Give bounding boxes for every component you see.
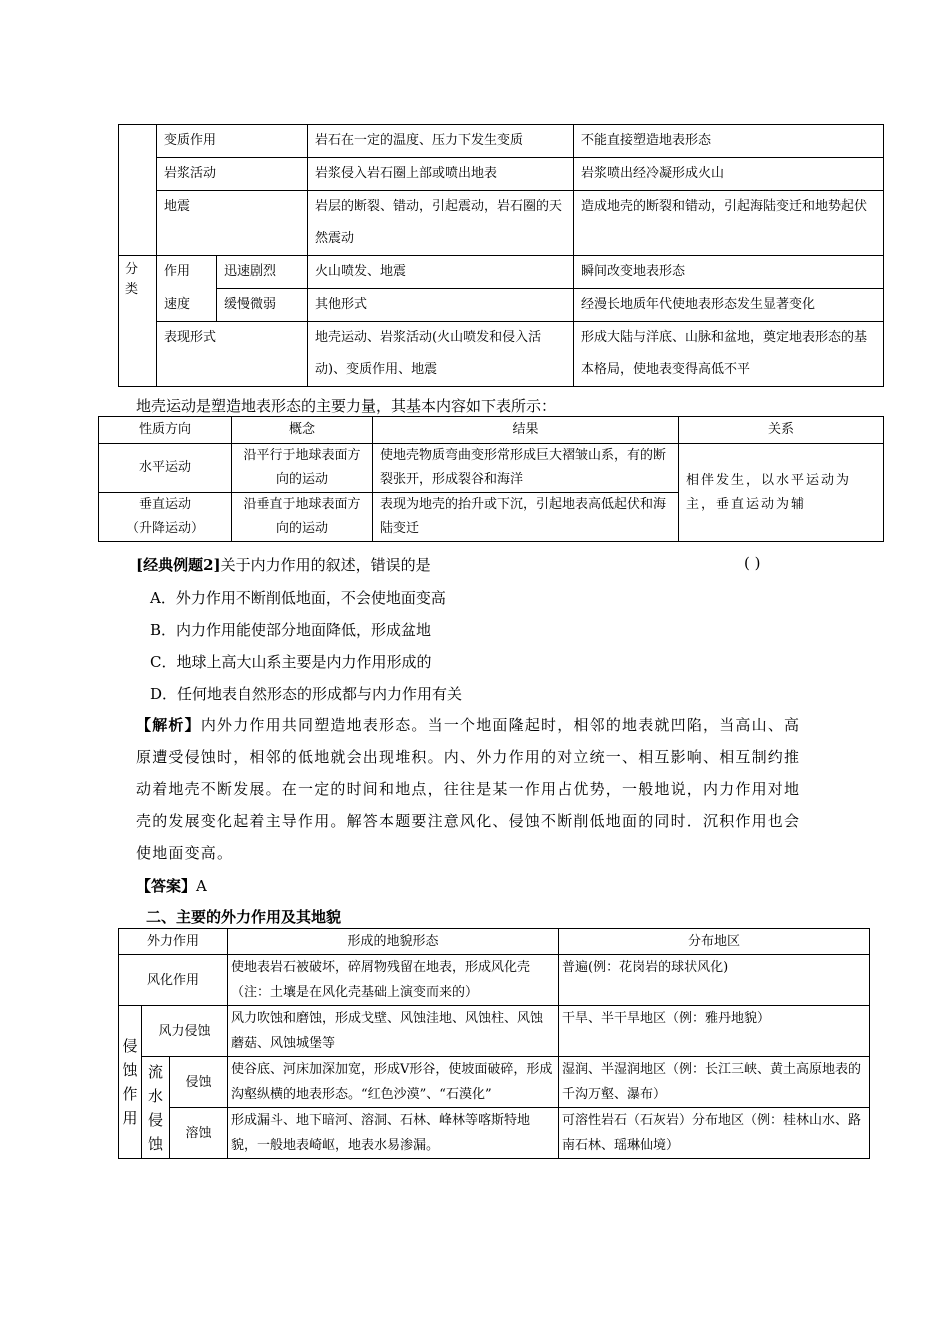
- intro-line: 地壳运动是塑造地表形态的主要力量，其基本内容如下表所示：: [136, 397, 557, 415]
- table-cell: 风化作用: [119, 955, 228, 1006]
- table-row: [119, 289, 884, 322]
- table-cell: 地壳运动、岩浆活动(火山喷发和侵入活动)、变质作用、地震: [308, 322, 574, 387]
- answer-label: 【答案】: [136, 877, 197, 895]
- table-row: [99, 444, 884, 493]
- table-cell: 形成大陆与洋底、山脉和盆地，奠定地表形态的基本格局，使地表变得高低不平: [574, 322, 884, 387]
- table-cell: 干旱、半干旱地区（例：雅丹地貌）: [559, 1006, 870, 1057]
- table-header-row: [99, 417, 884, 444]
- table-cell: 形成漏斗、地下暗河、溶洞、石林、峰林等喀斯特地貌，一般地表崎岖，地表水易渗漏。: [228, 1108, 559, 1159]
- table-row: [119, 322, 884, 387]
- table-cell: 风力侵蚀: [142, 1006, 228, 1057]
- table-cell: 表现为地壳的抬升或下沉，引起地表高低起伏和海陆变迁: [373, 493, 679, 542]
- table-row: [119, 191, 884, 256]
- column-header: 外力作用: [119, 929, 228, 955]
- answer-line: [136, 875, 207, 896]
- table-header-row: [119, 929, 870, 955]
- table-cell: 溶蚀: [170, 1108, 228, 1159]
- table-cell: 表现形式: [157, 322, 308, 387]
- question-stem: [136, 554, 431, 575]
- erosion-label: 侵蚀作用: [119, 1006, 142, 1159]
- table-row: [119, 256, 884, 289]
- table-row: [119, 158, 884, 191]
- table-cell: 使谷底、河床加深加宽，形成V形谷，使坡面破碎，形成沟壑纵横的地表形态。“红色沙漠”、“石漠化”: [228, 1057, 559, 1108]
- table-cell: 造成地壳的断裂和错动，引起海陆变迁和地势起伏: [574, 191, 884, 256]
- vertical-name: 垂直运动: [138, 497, 191, 512]
- exogenic-forms-table: [118, 928, 870, 1159]
- table-row: [119, 955, 870, 1006]
- analysis-label: 【解析】: [136, 716, 201, 734]
- table-cell: 不能直接塑造地表形态: [574, 125, 884, 158]
- table-cell: 迅速剧烈: [217, 256, 308, 289]
- table-cell: 火山喷发、地震: [308, 256, 574, 289]
- table-cell: 瞬间改变地表形态: [574, 256, 884, 289]
- question-tag: [经典例题2]: [136, 556, 221, 574]
- table-cell: 岩浆喷出经冷凝形成火山: [574, 158, 884, 191]
- table-cell: 使地壳物质弯曲变形常形成巨大褶皱山系，有的断裂张开，形成裂谷和海洋: [373, 444, 679, 493]
- column-header: 概念: [232, 417, 373, 444]
- table-cell: 沿平行于地球表面方向的运动: [232, 444, 373, 493]
- table-row: [119, 1108, 870, 1159]
- water-erosion-label: 流水侵蚀: [142, 1057, 170, 1159]
- table-cell: 岩浆侵入岩石圈上部或喷出地表: [308, 158, 574, 191]
- column-header: 结果: [373, 417, 679, 444]
- answer-bracket: ( ): [744, 554, 761, 572]
- table-cell: 风力吹蚀和磨蚀，形成戈壁、风蚀洼地、风蚀柱、风蚀蘑菇、风蚀城堡等: [228, 1006, 559, 1057]
- table-cell: 岩石在一定的温度、压力下发生变质: [308, 125, 574, 158]
- table-cell: 变质作用: [157, 125, 308, 158]
- column-header: 性质方向: [99, 417, 232, 444]
- column-header: 形成的地貌形态: [228, 929, 559, 955]
- option-c: C．地球上高大山系主要是内力作用形成的: [150, 653, 432, 671]
- table-cell: 岩层的断裂、错动，引起震动，岩石圈的天然震动: [308, 191, 574, 256]
- table-row: [119, 1057, 870, 1108]
- table-cell: [99, 493, 232, 542]
- column-header: 分布地区: [559, 929, 870, 955]
- analysis-paragraph: [136, 709, 816, 869]
- table-cell: 侵蚀: [170, 1057, 228, 1108]
- question-text: 关于内力作用的叙述，错误的是: [220, 556, 431, 574]
- table-row: [119, 125, 884, 158]
- table-cell: 使地表岩石被破坏，碎屑物残留在地表，形成风化壳（注：土壤是在风化壳基础上演变而来的）: [228, 955, 559, 1006]
- category-label: 分类: [119, 256, 157, 387]
- table-cell: 缓慢微弱: [217, 289, 308, 322]
- answer-value: A: [196, 877, 207, 895]
- table-cell: 岩浆活动: [157, 158, 308, 191]
- table-cell: 可溶性岩石（石灰岩）分布地区（例：桂林山水、路南石林、瑶琳仙境）: [559, 1108, 870, 1159]
- table-cell: 其他形式: [308, 289, 574, 322]
- table-cell: 水平运动: [99, 444, 232, 493]
- analysis-text: 内外力作用共同塑造地表形态。当一个地面隆起时，相邻的地表就凹陷，当高山、高原遭受侵蚀时，相邻的低地就会出现堆积。内、外力作用的对立统一、相互影响、相互制约推动着地壳不断发展。在一定的时间和地点，往往是某一作用占优势，一般地说，内力作用对地壳的发展变化起着主导作用。解答本题要注意风化、侵蚀不断削低地面的同时．沉积作用也会使地面变高。: [136, 716, 801, 862]
- table-cell: 沿垂直于地球表面方向的运动: [232, 493, 373, 542]
- table-row: [119, 1006, 870, 1057]
- option-a: A．外力作用不断削低地面，不会使地面变高: [150, 589, 446, 607]
- speed-label-bottom: 速度: [157, 289, 217, 322]
- relation-cell: 相伴发生，以水平运动为主，垂直运动为辅: [679, 444, 884, 542]
- column-header: 关系: [679, 417, 884, 444]
- table-cell: 经漫长地质年代使地表形态发生显著变化: [574, 289, 884, 322]
- section-title: 二、主要的外力作用及其地貌: [146, 908, 342, 926]
- option-d: D．任何地表自然形态的形成都与内力作用有关: [150, 685, 463, 703]
- endogenic-forms-table: [118, 124, 884, 387]
- vertical-sub: （升降运动）: [125, 521, 204, 536]
- table-cell: 地震: [157, 191, 308, 256]
- table-cell: 普遍(例：花岗岩的球状风化): [559, 955, 870, 1006]
- table-cell: 湿润、半湿润地区（例：长江三峡、黄土高原地表的千沟万壑、瀑布）: [559, 1057, 870, 1108]
- speed-label-top: 作用: [157, 256, 217, 289]
- option-b: B．内力作用能使部分地面降低，形成盆地: [150, 621, 432, 639]
- crustal-movement-table: [98, 416, 884, 542]
